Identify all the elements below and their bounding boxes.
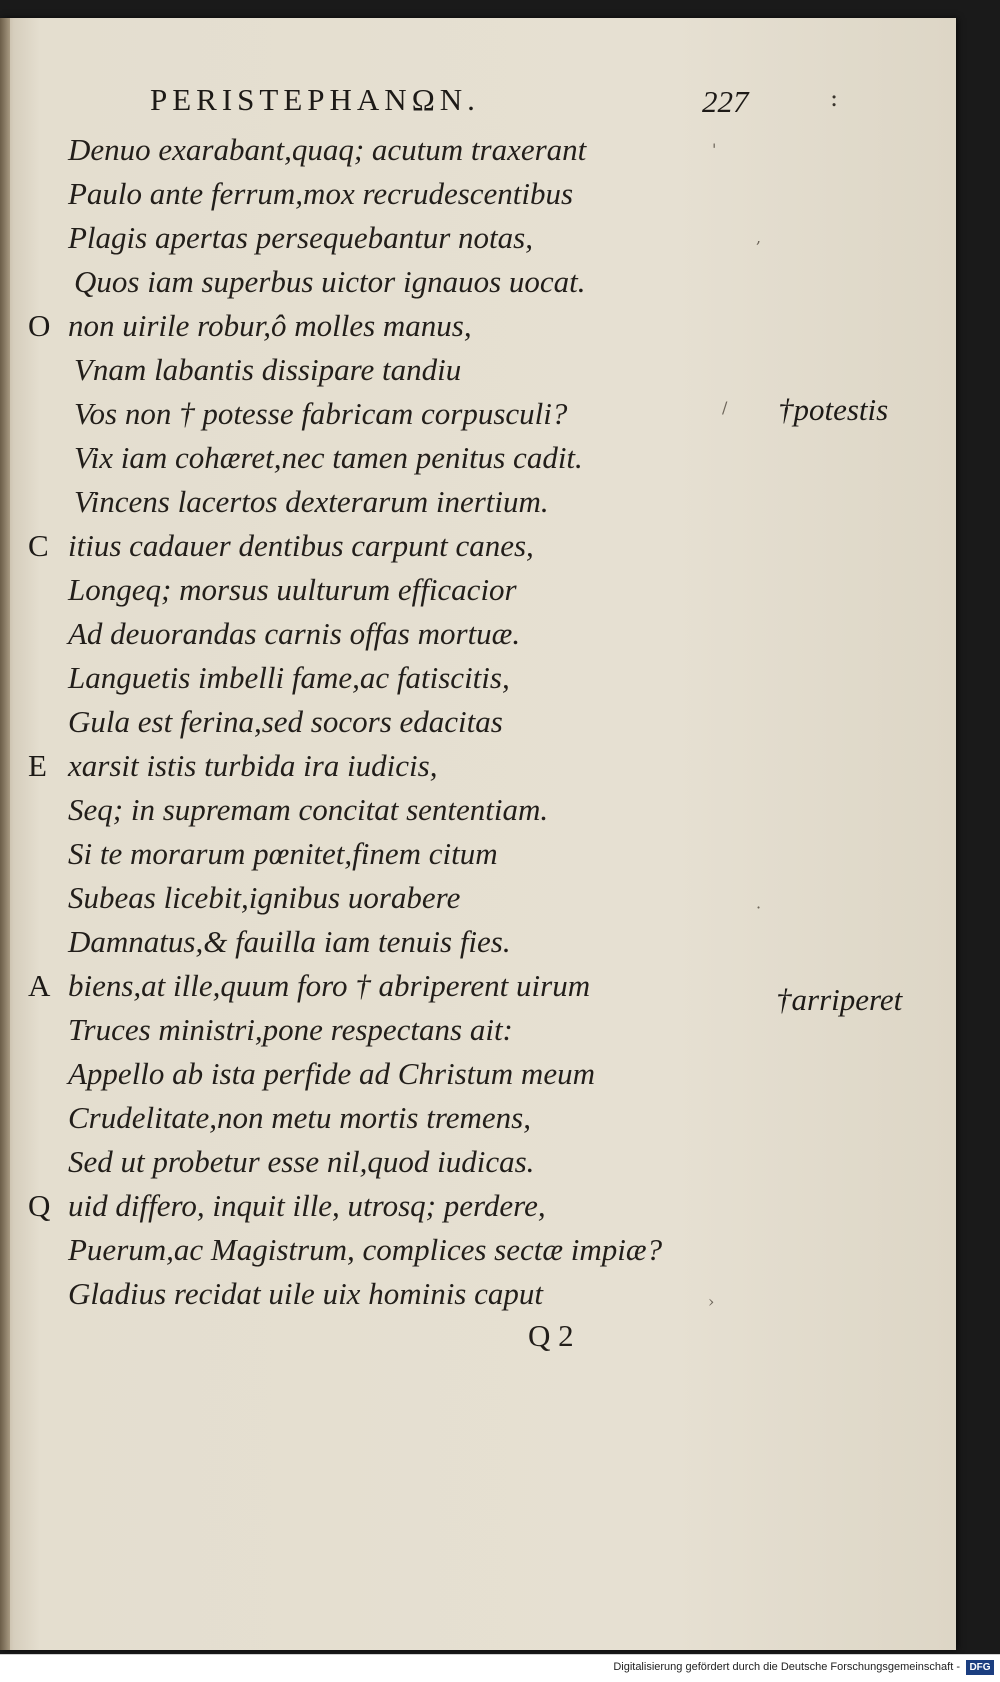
paper-speck: ,	[756, 228, 762, 247]
verse-text: Longeq; morsus uulturum efficacior	[68, 572, 517, 607]
digitization-footer	[0, 1654, 1000, 1682]
paper-speck: '	[712, 140, 717, 159]
verse-text: Gula est ferina,sed socors edacitas	[68, 704, 503, 739]
verse-line	[0, 612, 760, 656]
margin-note: †potestis	[778, 392, 889, 427]
paper-speck: /	[722, 398, 728, 417]
verse-line	[0, 744, 760, 788]
verse-line	[0, 964, 760, 1008]
verse-text: Sed ut probetur esse nil,quod iudicas.	[68, 1144, 535, 1179]
verse-line	[0, 700, 760, 744]
verse-line	[0, 260, 760, 304]
verse-line	[0, 128, 760, 172]
verse-line	[0, 436, 760, 480]
verse-line	[0, 1228, 760, 1272]
verse-text: Appello ab ista perfide ad Christum meum	[68, 1056, 595, 1091]
catchword-signature: Q 2	[528, 1318, 574, 1353]
verse-line	[0, 1272, 760, 1316]
verse-text: Ad deuorandas carnis offas mortuæ.	[68, 616, 521, 651]
verse-text: Subeas licebit,ignibus uorabere	[68, 880, 461, 915]
verse-line	[0, 480, 760, 524]
verse-line	[0, 392, 760, 436]
verse-text: Vnam labantis dissipare tandiu	[74, 352, 462, 387]
verse-text: Paulo ante ferrum,mox recrudescentibus	[68, 176, 574, 211]
verse-text: Truces ministri,pone respectans ait:	[68, 1012, 513, 1047]
verse-line	[0, 876, 760, 920]
verse-line	[0, 1008, 760, 1052]
verse-line	[0, 1184, 760, 1228]
verse-text: Vos non † potesse fabricam corpusculi?	[74, 396, 568, 431]
verse-initial: Q	[28, 1188, 51, 1223]
verse-text: xarsit istis turbida ira iudicis,	[68, 748, 438, 783]
verse-initial: A	[28, 968, 51, 1003]
verse-line	[0, 568, 760, 612]
dfg-logo: DFG	[966, 1660, 994, 1675]
verse-text: Gladius recidat uile uix hominis caput	[68, 1276, 543, 1311]
verse-line	[0, 1140, 760, 1184]
verse-line	[0, 524, 760, 568]
verse-line	[0, 216, 760, 260]
paper-speck: ·	[756, 898, 762, 917]
running-head: PERISTEPHANΩN.	[150, 82, 480, 117]
verse-text: uid differo, inquit ille, utrosq; perdere,	[68, 1188, 546, 1223]
margin-note: †arriperet	[776, 982, 903, 1017]
verse-text: non uirile robur,ô molles manus,	[68, 308, 472, 343]
verse-text: Denuo exarabant,quaq; acutum traxerant	[68, 132, 587, 167]
verse-line	[0, 832, 760, 876]
verse-line	[0, 656, 760, 700]
page-header	[150, 72, 870, 132]
verse-initial: E	[28, 748, 47, 783]
verse-text: itius cadauer dentibus carpunt canes,	[68, 528, 534, 563]
verse-text: Si te morarum pœnitet,finem citum	[68, 836, 498, 871]
verse-text: Plagis apertas persequebantur notas,	[68, 220, 533, 255]
verse-line	[0, 304, 760, 348]
verse-text: Quos iam superbus uictor ignauos uocat.	[74, 264, 586, 299]
paper-speck: ›	[708, 1292, 715, 1311]
verse-text: Vincens lacertos dexterarum inertium.	[74, 484, 549, 519]
verse-text: Crudelitate,non metu mortis tremens,	[68, 1100, 531, 1135]
verse-text: Damnatus,& fauilla iam tenuis fies.	[68, 924, 511, 959]
verse-text: Puerum,ac Magistrum, complices sectæ impiæ?	[68, 1232, 663, 1267]
footer-credit: Digitalisierung gefördert durch die Deutsche Forschungsgemeinschaft -	[613, 1661, 960, 1673]
header-mark: :	[830, 84, 839, 112]
verse-line	[0, 788, 760, 832]
page-number: 227	[702, 84, 749, 119]
verse-text: Vix iam cohæret,nec tamen penitus cadit.	[74, 440, 583, 475]
verse-text: Seq; in supremam concitat sententiam.	[68, 792, 549, 827]
verse-line	[0, 1096, 760, 1140]
verse-initial: O	[28, 308, 51, 343]
verse-line	[0, 172, 760, 216]
verse-text: Languetis imbelli fame,ac fatiscitis,	[68, 660, 510, 695]
verse-line	[0, 348, 760, 392]
verse-text: biens,at ille,quum foro † abriperent uirum	[68, 968, 591, 1003]
verse-line	[0, 1052, 760, 1096]
verse-block	[0, 128, 760, 1316]
verse-line	[0, 920, 760, 964]
verse-initial: C	[28, 528, 49, 563]
